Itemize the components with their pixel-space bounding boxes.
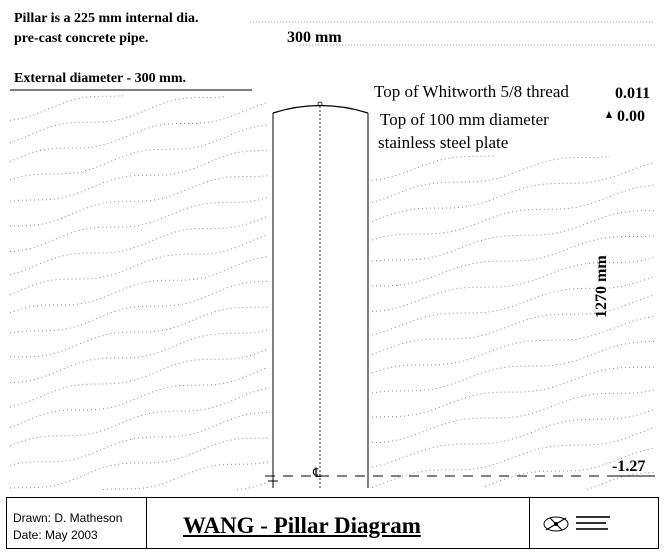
hatch-line xyxy=(10,349,268,407)
hatch-line xyxy=(10,151,268,202)
title-block-logo-cell xyxy=(530,498,660,548)
hatch-line xyxy=(10,367,268,427)
hatch-line xyxy=(10,256,268,312)
title-block xyxy=(6,497,659,549)
centerline-symbol: ℄ xyxy=(313,465,322,480)
logo-wordmark-icon xyxy=(576,516,610,530)
hatch-line xyxy=(372,185,655,240)
hatch-line xyxy=(372,162,655,221)
hatch-line xyxy=(372,295,655,355)
plate-level-arrow xyxy=(606,111,612,118)
hatch-line xyxy=(10,176,268,226)
hatch-line xyxy=(10,97,227,143)
hatch-line xyxy=(372,367,655,417)
hatch-line xyxy=(103,462,268,490)
pillar-top-cap xyxy=(273,106,368,114)
hatch-line xyxy=(372,257,655,311)
height-dimension-label: 1270 mm xyxy=(593,255,610,318)
date-label: Date: May 2003 xyxy=(13,528,98,542)
hatch-line xyxy=(10,438,268,488)
hatch-line xyxy=(372,342,655,394)
hatch-line xyxy=(372,276,655,335)
pillar-note-line1: Pillar is a 225 mm internal dia. xyxy=(14,11,199,26)
hatch-line xyxy=(10,125,268,180)
hatch-line xyxy=(10,388,268,446)
hatch-line xyxy=(372,390,655,443)
hatch-line xyxy=(10,102,268,161)
hatch-line xyxy=(372,316,655,372)
pillar-note-line2: pre-cast concrete pipe. xyxy=(14,31,149,46)
thread-annotation: Top of Whitworth 5/8 thread xyxy=(374,82,569,101)
hatch-line xyxy=(372,156,497,181)
bottom-level-value: -1.27 xyxy=(612,458,646,475)
hatch-line xyxy=(10,330,268,383)
hatch-line xyxy=(372,236,655,286)
title-block-author-cell xyxy=(7,498,147,548)
plate-annotation-line2: stainless steel plate xyxy=(378,133,509,152)
hatch-line xyxy=(10,197,268,251)
width-dimension-label: 300 mm xyxy=(287,29,342,46)
hatch-line xyxy=(10,96,124,121)
hatch-line xyxy=(372,211,655,262)
hatch-line xyxy=(10,412,268,465)
plate-level-value: 0.00 xyxy=(617,108,645,125)
hatch-line xyxy=(10,307,268,357)
organisation-logo xyxy=(530,498,660,548)
hatch-line xyxy=(10,235,268,295)
logo-emblem-icon xyxy=(544,517,568,531)
ground-hatching xyxy=(10,96,655,490)
hatch-line xyxy=(10,216,268,275)
diagram-title: WANG - Pillar Diagram xyxy=(183,513,421,538)
hatch-line xyxy=(237,482,268,490)
drawn-by-label: Drawn: D. Matheson xyxy=(13,511,123,525)
external-diameter-note: External diameter - 300 mm. xyxy=(14,71,186,86)
title-block-title-cell xyxy=(147,498,530,548)
thread-level-value: 0.011 xyxy=(615,85,651,102)
plate-annotation-line1: Top of 100 mm diameter xyxy=(380,110,549,129)
hatch-line xyxy=(10,282,268,334)
hatch-line xyxy=(372,157,610,203)
